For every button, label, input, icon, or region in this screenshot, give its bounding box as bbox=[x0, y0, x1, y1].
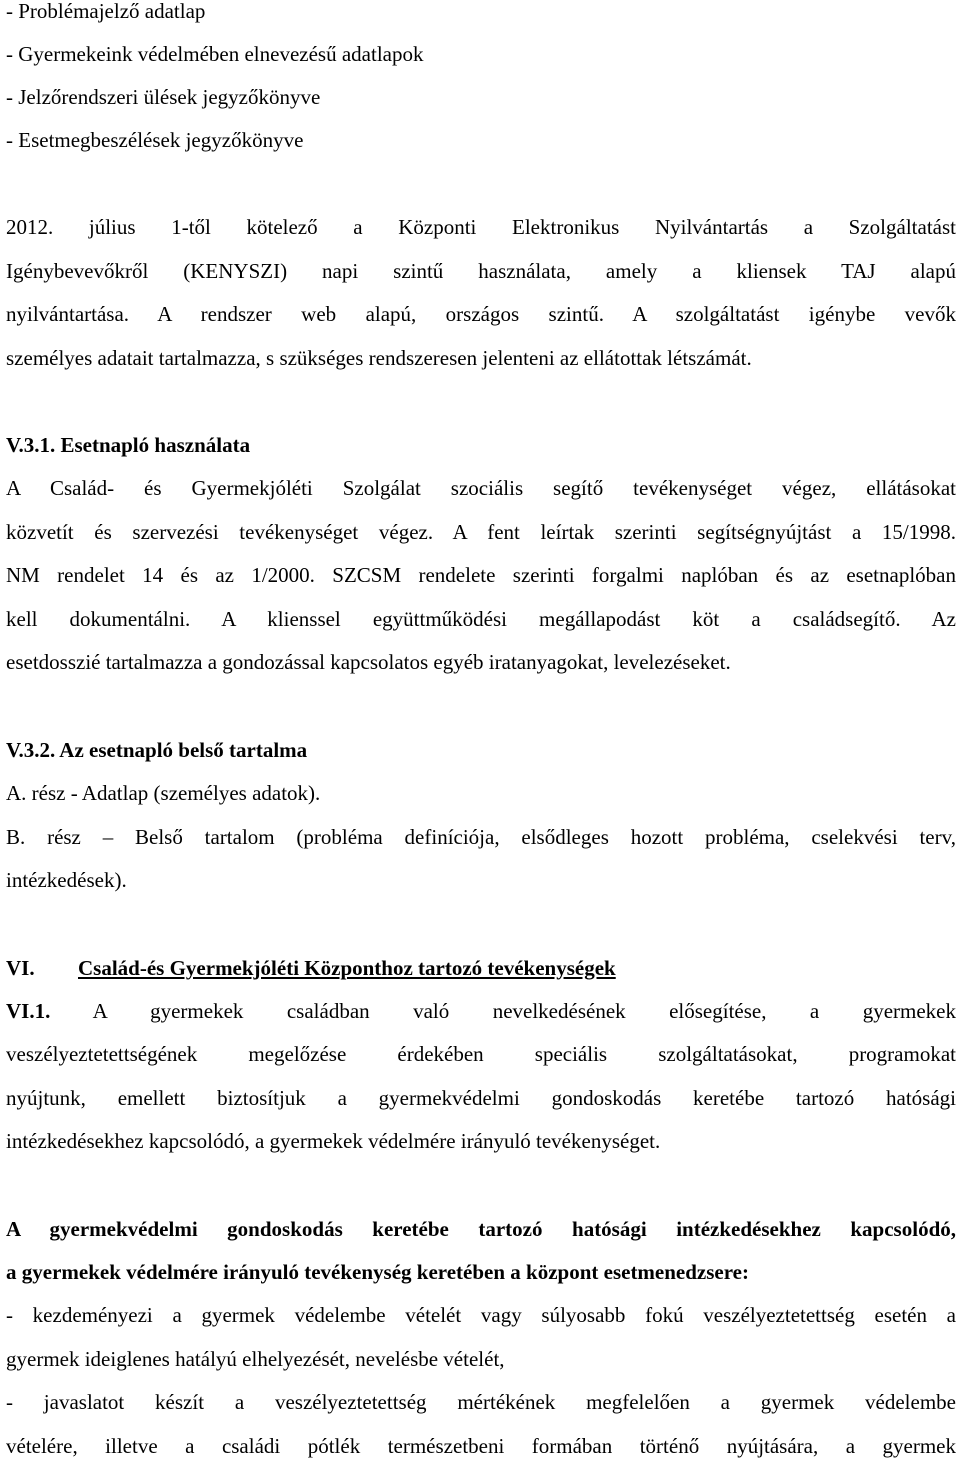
paragraph-line: nyújtunk, emellett biztosítjuk a gyermekvédelmi gondoskodás keretébe tartozó hatósági bbox=[6, 1086, 956, 1110]
bold-paragraph-line: a gyermekek védelmére irányuló tevékenység keretében a központ esetmenedzsere: bbox=[6, 1260, 749, 1284]
paragraph-line: intézkedésekhez kapcsolódó, a gyermekek védelmére irányuló tevékenységet. bbox=[6, 1129, 661, 1153]
list-item: - kezdeményezi a gyermek védelembe vételét vagy súlyosabb fokú veszélyeztetettség esetén a bbox=[6, 1303, 956, 1327]
list-item: vételére, illetve a családi pótlék természetbeni formában történő nyújtására, a gyermek bbox=[6, 1434, 956, 1458]
paragraph-line: kell dokumentálni. A klienssel együttműködési megállapodást köt a családsegítő. Az bbox=[6, 607, 956, 631]
list-item: - Gyermekeink védelmében elnevezésű adatlapok bbox=[6, 42, 424, 66]
paragraph-line: A Család- és Gyermekjóléti Szolgálat szociális segítő tevékenységet végez, ellátásokat bbox=[6, 476, 956, 500]
subsection-number: VI.1. bbox=[6, 999, 51, 1023]
bold-paragraph-line: A gyermekvédelmi gondoskodás keretébe tartozó hatósági intézkedésekhez kapcsolódó, bbox=[6, 1217, 956, 1241]
list-item: - Esetmegbeszélések jegyzőkönyve bbox=[6, 128, 304, 152]
chapter-title: Család-és Gyermekjóléti Központhoz tartozó tevékenységek bbox=[78, 956, 616, 980]
list-item: gyermek ideiglenes hatályú elhelyezését, nevelésbe vételét, bbox=[6, 1347, 505, 1371]
paragraph-line: esetdosszié tartalmazza a gondozással kapcsolatos egyéb iratanyagokat, levelezéseket. bbox=[6, 650, 731, 674]
paragraph-line: 2012. július 1-től kötelező a Központi Elektronikus Nyilvántartás a Szolgáltatást bbox=[6, 215, 956, 239]
section-heading: V.3.1. Esetnapló használata bbox=[6, 433, 251, 457]
paragraph-line: NM rendelet 14 és az 1/2000. SZCSM rendelete szerinti forgalmi naplóban és az esetnaplóban bbox=[6, 563, 956, 587]
paragraph-line: intézkedések). bbox=[6, 868, 127, 892]
section-heading: V.3.2. Az esetnapló belső tartalma bbox=[6, 738, 308, 762]
paragraph-text: A gyermekek családban való nevelkedésének elősegítése, a gyermekek bbox=[92, 999, 956, 1023]
chapter-heading bbox=[6, 955, 616, 981]
paragraph-line-first bbox=[6, 998, 956, 1024]
paragraph-line: A. rész - Adatlap (személyes adatok). bbox=[6, 781, 321, 805]
paragraph-line: B. rész – Belső tartalom (probléma definíciója, elsődleges hozott probléma, cselekvési terv, bbox=[6, 825, 956, 849]
paragraph-line: nyilvántartása. A rendszer web alapú, országos szintű. A szolgáltatást igénybe vevők bbox=[6, 302, 956, 326]
chapter-number: VI. bbox=[6, 956, 35, 980]
paragraph-line: veszélyeztetettségének megelőzése érdekében speciális szolgáltatásokat, programokat bbox=[6, 1042, 956, 1066]
list-item: - Problémajelző adatlap bbox=[6, 0, 206, 23]
paragraph-line: Igénybevevőkről (KENYSZI) napi szintű használata, amely a kliensek TAJ alapú bbox=[6, 259, 956, 283]
paragraph-line: közvetít és szervezési tevékenységet végez. A fent leírtak szerinti segítségnyújtást a 15/1998. bbox=[6, 520, 956, 544]
list-item: - Jelzőrendszeri ülések jegyzőkönyve bbox=[6, 85, 321, 109]
list-item: - javaslatot készít a veszélyeztetettség mértékének megfelelően a gyermek védelembe bbox=[6, 1390, 956, 1414]
paragraph-line: személyes adatait tartalmazza, s szükséges rendszeresen jelenteni az ellátottak létszámát. bbox=[6, 346, 752, 370]
